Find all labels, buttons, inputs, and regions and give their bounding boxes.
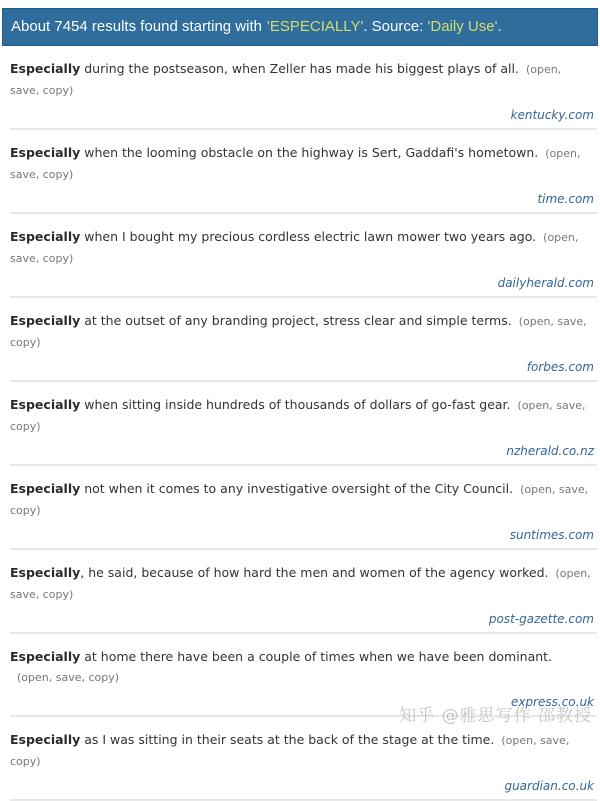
sentence-text: when sitting inside hundreds of thousands of dollars of go-fast gear. [80, 397, 511, 412]
source-domain-link[interactable]: suntimes.com [509, 528, 594, 542]
sentence-text: at the outset of any branding project, stress clear and simple terms. [80, 313, 512, 328]
result-sentence [10, 59, 597, 101]
sentence-text: as I was sitting in their seats at the back of the stage at the time. [80, 732, 495, 747]
sentence-keyword-bold: Especially [10, 229, 81, 244]
result-sentence [10, 730, 597, 772]
result-item [10, 550, 597, 634]
result-sentence [10, 479, 597, 521]
result-sentence [10, 311, 597, 353]
header-mid-text: . Source: [363, 18, 428, 35]
source-domain-link[interactable]: express.co.uk [510, 695, 594, 709]
domain-line [10, 188, 597, 207]
results-list [10, 46, 597, 801]
sentence-keyword-bold: Especially [10, 397, 81, 412]
domain-line [10, 356, 597, 375]
source-domain-link[interactable]: kentucky.com [510, 108, 594, 122]
domain-line [10, 104, 597, 123]
sentence-keyword-bold: Especially [10, 61, 81, 76]
sentence-text: when I bought my precious cordless electric lawn mower two years ago. [80, 229, 537, 244]
result-actions[interactable]: (open, save, copy) [10, 399, 586, 433]
result-item [10, 634, 597, 717]
domain-line [10, 775, 597, 794]
result-actions[interactable]: (open, save, copy) [10, 567, 591, 601]
search-keyword: 'ESPECIALLY' [267, 18, 364, 35]
source-domain-link[interactable]: post-gazette.com [488, 612, 594, 626]
domain-line [10, 608, 597, 627]
sentence-text: when the looming obstacle on the highway is Sert, Gaddafi's hometown. [80, 145, 539, 160]
sentence-text: not when it comes to any investigative oversight of the City Council. [80, 481, 514, 496]
result-actions[interactable]: (open, save, copy) [10, 147, 581, 181]
sentence-text: during the postseason, when Zeller has made his biggest plays of all. [80, 61, 519, 76]
result-item [10, 382, 597, 466]
results-count-text: About 7454 results found starting with [11, 18, 262, 35]
result-actions[interactable]: (open, save, copy) [10, 231, 579, 265]
domain-line [10, 440, 597, 459]
result-item [10, 130, 597, 214]
sentence-text: at home there have been a couple of times when we have been dominant. [80, 649, 553, 664]
result-item [10, 46, 597, 130]
results-header-bar [2, 8, 598, 46]
sentence-keyword-bold: Especially [10, 481, 81, 496]
domain-line [10, 691, 597, 710]
result-actions[interactable]: (open, save, copy) [10, 734, 570, 768]
result-actions[interactable]: (open, save, copy) [17, 671, 120, 684]
result-sentence [10, 143, 597, 185]
source-name: 'Daily Use' [427, 18, 498, 35]
result-item [10, 466, 597, 550]
source-domain-link[interactable]: dailyherald.com [497, 276, 594, 290]
domain-line [10, 524, 597, 543]
source-domain-link[interactable]: nzherald.co.nz [506, 444, 594, 458]
sentence-keyword-bold: Especially [10, 732, 81, 747]
result-sentence [10, 395, 597, 437]
sentence-keyword-bold: Especially [10, 313, 81, 328]
source-domain-link[interactable]: time.com [537, 192, 594, 206]
result-item [10, 298, 597, 382]
domain-line [10, 272, 597, 291]
source-domain-link[interactable]: guardian.co.uk [504, 779, 594, 793]
result-actions[interactable]: (open, save, copy) [10, 483, 589, 517]
result-sentence [10, 563, 597, 605]
result-sentence [10, 647, 597, 688]
watermark: 知乎 @雅思写作 邵教授 [399, 706, 592, 726]
result-item [10, 717, 597, 801]
result-sentence [10, 227, 597, 269]
sentence-keyword-bold: Especially [10, 145, 81, 160]
sentence-keyword-bold: Especially [10, 565, 81, 580]
sentence-text: , he said, because of how hard the men and women of the agency worked. [80, 565, 549, 580]
result-actions[interactable]: (open, save, copy) [10, 315, 587, 349]
result-item [10, 214, 597, 298]
result-actions[interactable]: (open, save, copy) [10, 63, 562, 97]
header-suffix: . [497, 18, 502, 35]
sentence-keyword-bold: Especially [10, 649, 81, 664]
source-domain-link[interactable]: forbes.com [526, 360, 594, 374]
